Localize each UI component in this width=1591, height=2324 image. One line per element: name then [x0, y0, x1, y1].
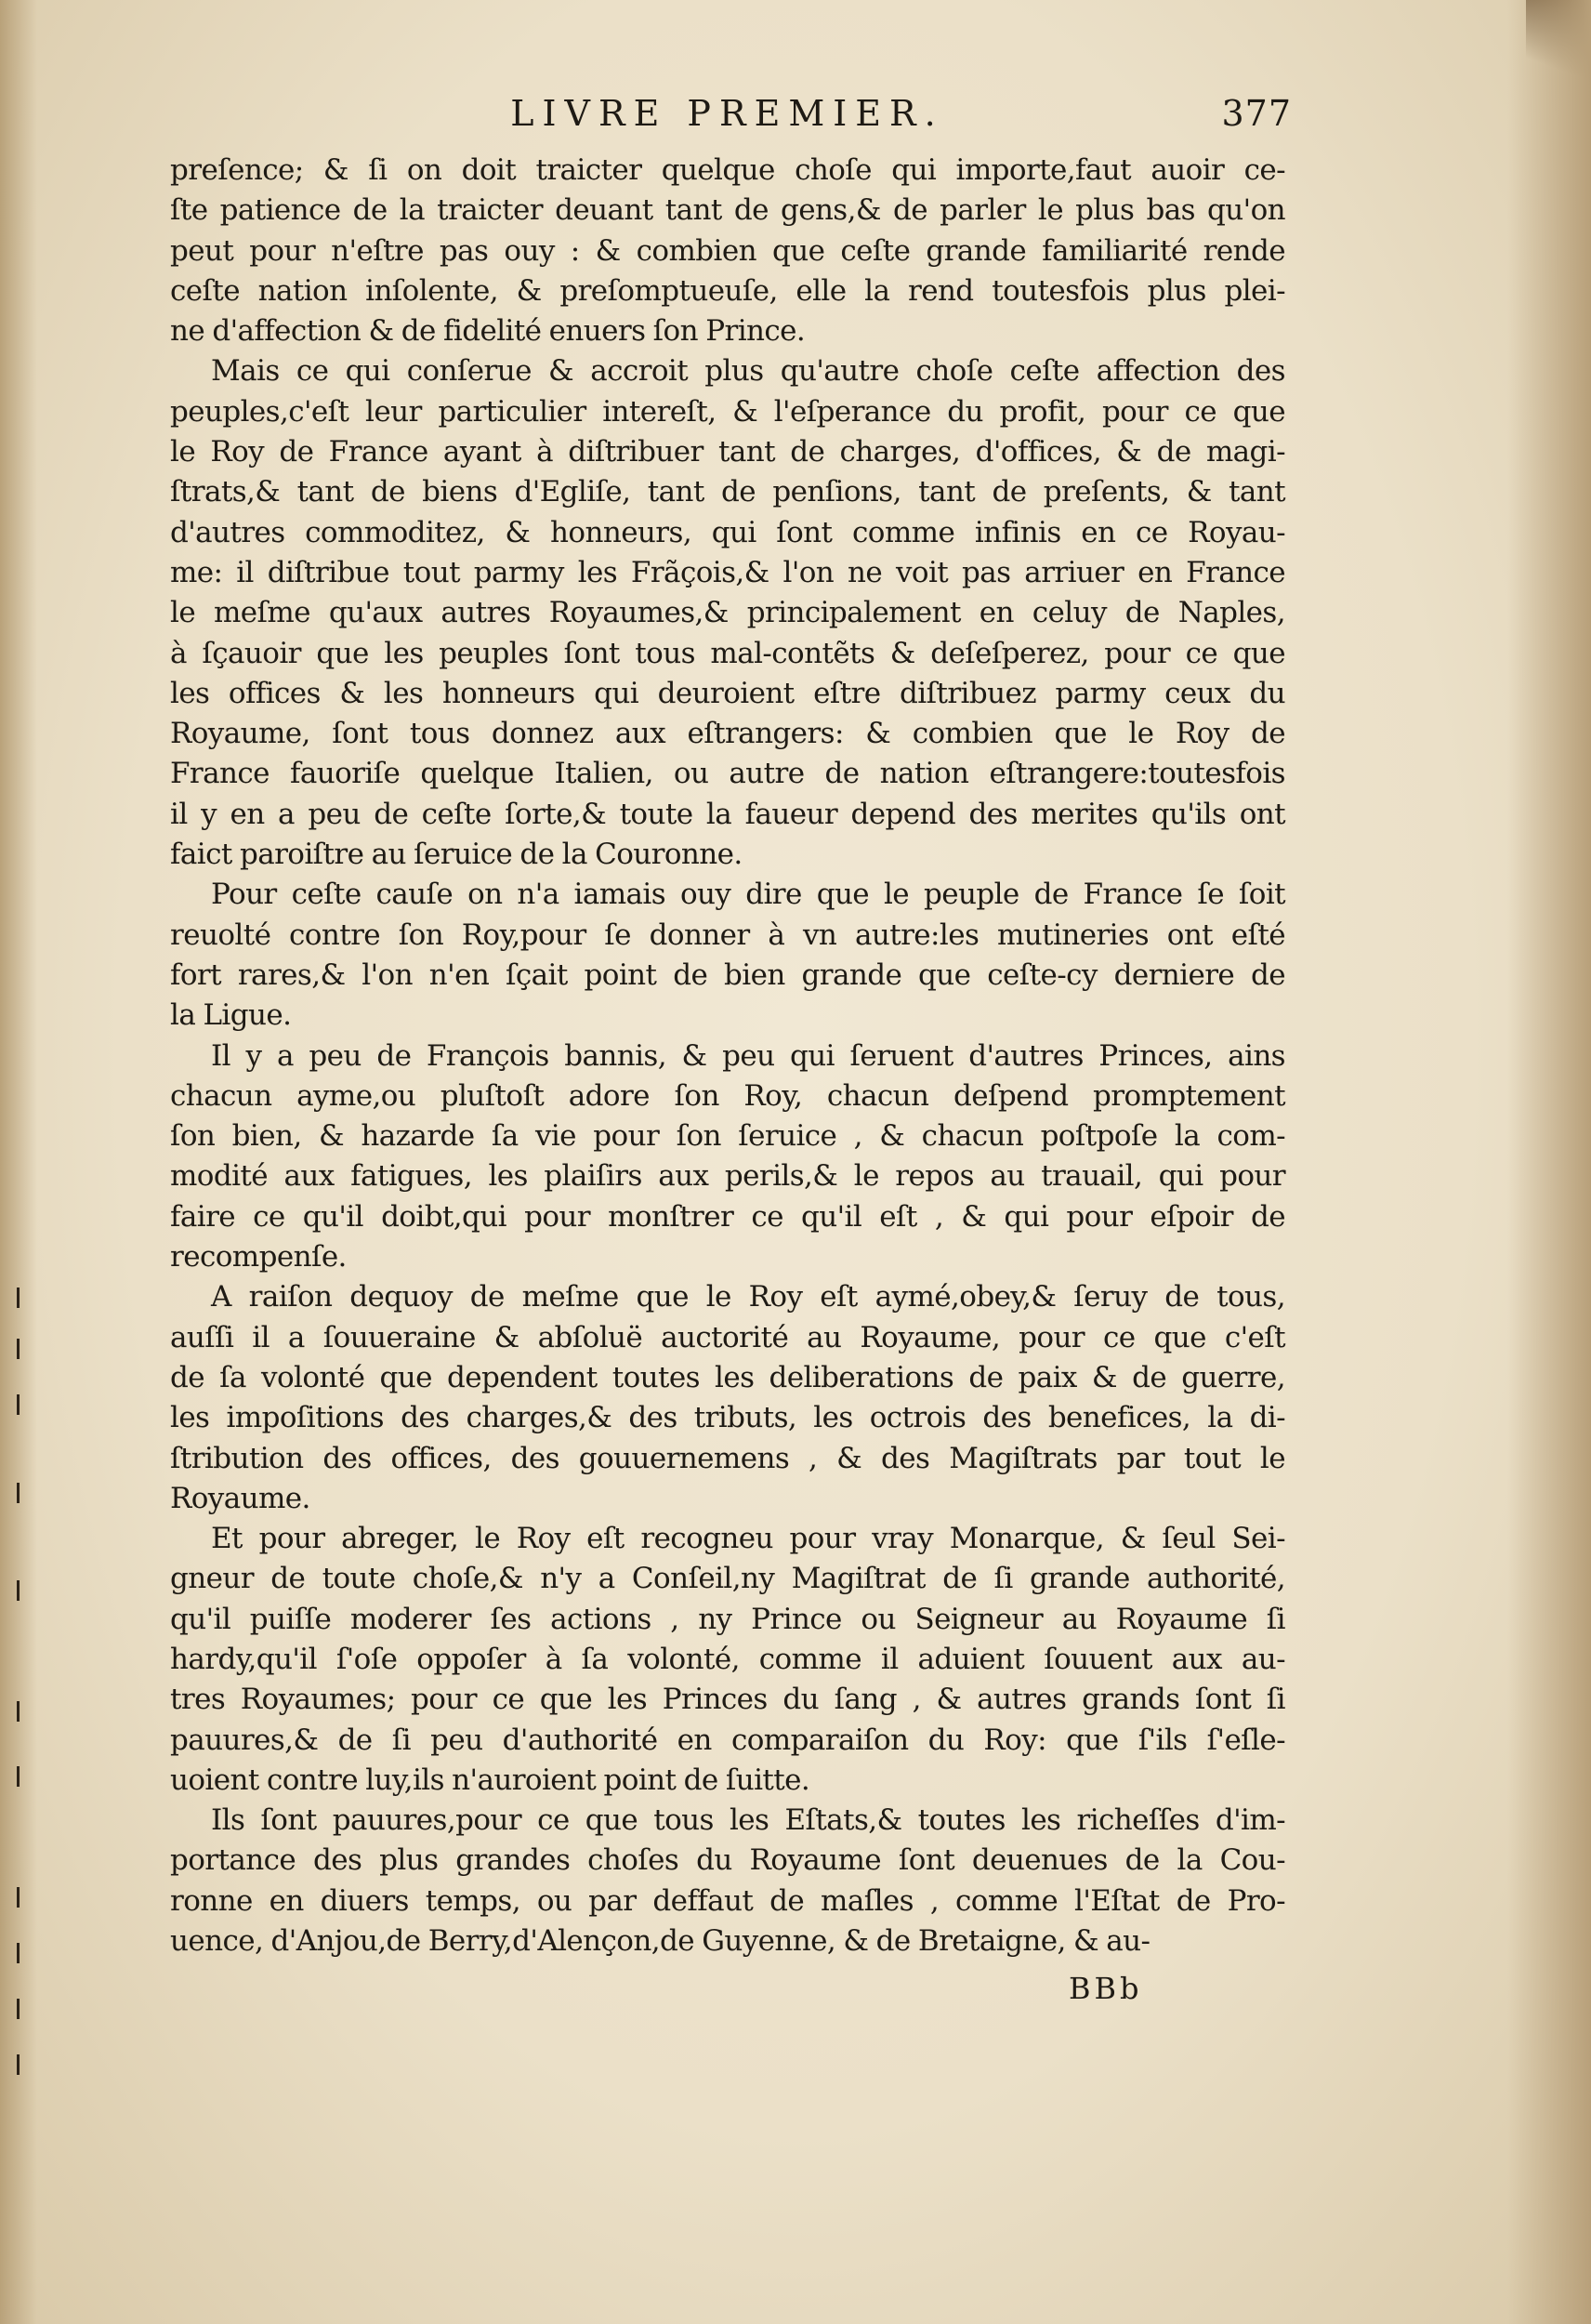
paragraph	[170, 875, 1285, 1036]
text-line: France fauoriſe quelque Italien, ou autre de nation eſtrangere:toutesfois	[170, 757, 1285, 791]
text-line: les impoſitions des charges,& des tributs, les octrois des benefices, la di-	[170, 1401, 1285, 1435]
text-line: Ils ſont pauures,pour ce que tous les Eſtats,& toutes les richeſſes d'im-	[211, 1803, 1285, 1838]
text-line: peut pour n'eſtre pas ouy : & combien que ceſte grande familiarité rende	[170, 233, 1285, 268]
margin-mark	[17, 2054, 20, 2075]
text-line: ne d'affection & de fidelité enuers ſon Prince.	[170, 314, 806, 349]
paragraph	[170, 151, 1285, 351]
text-line: la Ligue.	[170, 998, 292, 1033]
page-number: 377	[1221, 93, 1292, 134]
margin-mark	[17, 1943, 20, 1963]
text-line: Et pour abreger, le Roy eſt recogneu pour vray Monarque, & ſeul Sei-	[211, 1522, 1285, 1556]
text-line: auſſi il a ſouueraine & abſoluë auctorité au Royaume, pour ce que c'eſt	[170, 1320, 1285, 1354]
text-line: peuples,c'eſt leur particulier intereſt, & l'eſperance du profit, pour ce que	[170, 394, 1285, 429]
margin-mark	[17, 1999, 20, 2019]
text-line: A raiſon dequoy de meſme que le Roy eſt aymé,obey,& ſeruy de tous,	[211, 1280, 1285, 1314]
text-line: Il y a peu de François bannis, & peu qui ſeruent d'autres Princes, ains	[211, 1038, 1285, 1073]
text-line: faire ce qu'il doibt,qui pour monſtrer ce qu'il eſt , & qui pour eſpoir de	[170, 1199, 1285, 1234]
text-line: recompenſe.	[170, 1240, 347, 1274]
text-line: portance des plus grandes choſes du Royaume ſont deuenues de la Cou-	[170, 1843, 1285, 1878]
text-line: ceſte nation inſolente, & preſomptueuſe, elle la rend toutesfois plus plei-	[170, 273, 1285, 308]
text-line: à ſçauoir que les peuples ſont tous mal-contẽts & deſeſperez, pour ce que	[170, 636, 1285, 670]
text-line: il y en a peu de ceſte ſorte,& toute la faueur depend des merites qu'ils ont	[170, 797, 1285, 831]
text-line: tres Royaumes; pour ce que les Princes du ſang , & autres grands ſont ſi	[170, 1683, 1285, 1717]
margin-mark	[17, 1580, 20, 1601]
margin-mark	[17, 1483, 20, 1503]
text-line: me: il diſtribue tout parmy les Frãçois,& l'on ne voit pas arriuer en France	[170, 555, 1285, 589]
text-line: preſence; & ſi on doit traicter quelque choſe qui importe,faut auoir ce-	[170, 153, 1285, 187]
page-header	[163, 93, 1292, 149]
text-line: d'autres commoditez, & honneurs, qui ſont comme infinis en ce Royau-	[170, 515, 1285, 549]
paragraph	[170, 1519, 1285, 1801]
text-line: ronne en diuers temps, ou par deffaut de maſles , comme l'Eſtat de Pro-	[170, 1883, 1285, 1918]
text-line: ſon bien, & hazarde ſa vie pour ſon ſeruice , & chacun poſtpoſe la com-	[170, 1119, 1285, 1154]
text-line: le Roy de France ayant à diſtribuer tant de charges, d'offices, & de magi-	[170, 435, 1285, 469]
running-title: LIVRE PREMIER.	[510, 93, 944, 134]
signature-mark: BBb	[1069, 1971, 1143, 2006]
page-corner-stain	[1526, 0, 1591, 93]
text-line: reuolté contre ſon Roy,pour ſe donner à vn autre:les mutineries ont eſté	[170, 918, 1285, 952]
text-line: ſtribution des offices, des gouuernemens , & des Magiſtrats par tout le	[170, 1441, 1285, 1475]
text-line: de ſa volonté que dependent toutes les deliberations de paix & de guerre,	[170, 1360, 1285, 1394]
text-line: pauures,& de ſi peu d'authorité en comparaiſon du Roy: que ſ'ils ſ'eſle-	[170, 1723, 1285, 1757]
text-line: gneur de toute choſe,& n'y a Conſeil,ny Magiſtrat de ſi grande authorité,	[170, 1562, 1285, 1596]
text-line: ſte patience de la traicter deuant tant de gens,& de parler le plus bas qu'on	[170, 193, 1285, 228]
paragraph	[170, 1277, 1285, 1519]
text-line: le meſme qu'aux autres Royaumes,& principalement en celuy de Naples,	[170, 596, 1285, 630]
text-line: qu'il puiſſe moderer ſes actions , ny Prince ou Seigneur au Royaume ſi	[170, 1602, 1285, 1636]
paragraph	[170, 1801, 1285, 1961]
body-text	[170, 151, 1285, 1961]
margin-mark	[17, 1887, 20, 1908]
margin-mark	[17, 1394, 20, 1415]
margin-mark	[17, 1701, 20, 1722]
text-line: modité aux fatigues, les plaiſirs aux perils,& le repos au trauail, qui pour	[170, 1159, 1285, 1194]
text-line: hardy,qu'il ſ'oſe oppoſer à ſa volonté, comme il aduient ſouuent aux au-	[170, 1642, 1285, 1676]
text-line: chacun ayme,ou pluſtoſt adore ſon Roy, chacun deſpend promptement	[170, 1078, 1285, 1113]
text-line: uence, d'Anjou,de Berry,d'Alençon,de Guyenne, & de Bretaigne, & au-	[170, 1924, 1151, 1959]
text-line: ſtrats,& tant de biens d'Egliſe, tant de penſions, tant de preſents, & tant	[170, 475, 1285, 509]
margin-mark	[17, 1766, 20, 1787]
text-line: uoient contre luy,ils n'auroient point de ſuitte.	[170, 1763, 810, 1797]
text-line: Pour ceſte cauſe on n'a iamais ouy dire que le peuple de France ſe ſoit	[211, 878, 1285, 912]
text-line: Royaume.	[170, 1481, 310, 1515]
text-line: les offices & les honneurs qui deuroient eſtre diſtribuez parmy ceux du	[170, 676, 1285, 710]
text-line: faict paroiſtre au ſeruice de la Couronne.	[170, 838, 743, 872]
margin-mark	[17, 1339, 20, 1359]
text-line: fort rares,& l'on n'en ſçait point de bien grande que ceſte-cy derniere de	[170, 957, 1285, 992]
paragraph	[170, 1037, 1285, 1278]
text-line: Mais ce qui conſerue & accroit plus qu'autre choſe ceſte affection des	[211, 354, 1285, 389]
text-line: Royaume, ſont tous donnez aux eſtrangers: & combien que le Roy de	[170, 717, 1285, 751]
margin-mark	[17, 1287, 20, 1308]
paragraph	[170, 351, 1285, 875]
